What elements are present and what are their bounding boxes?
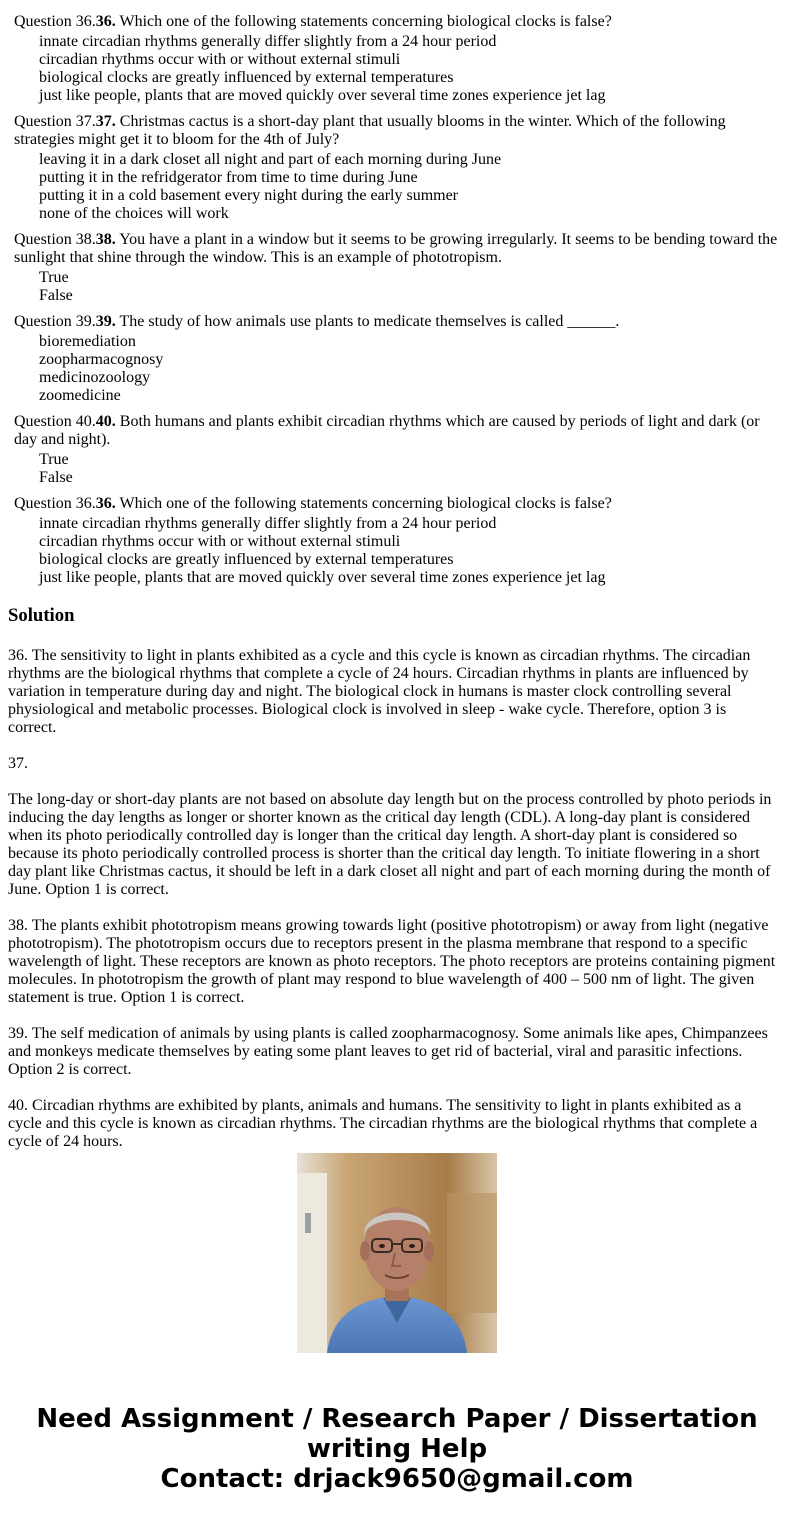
answer-option[interactable]: biological clocks are greatly influenced by external temperatures [39,69,454,86]
answer-options [39,515,786,587]
answer-option[interactable]: just like people, plants that are moved quickly over several time zones experience jet lag [39,87,606,104]
answer-option[interactable]: circadian rhythms occur with or without external stimuli [39,51,401,68]
question-label: Question 40. [14,413,96,430]
question-text [14,313,786,331]
question-block [14,413,786,487]
solution-paragraph: 40. Circadian rhythms are exhibited by plants, animals and humans. The sensitivity to light in plants exhibited as a cycle and this cycle is known as circadian rhythms. The circadian rhythms are the biological rhythms that complete a cycle of 24 hours. [8,1097,758,1150]
question-number: 36. [95,13,116,30]
solution-section [0,605,794,1151]
solution-paragraph: 37. [8,755,28,772]
answer-options [39,151,786,223]
question-text [14,113,786,149]
question-block [14,313,786,405]
answer-option[interactable]: circadian rhythms occur with or without external stimuli [39,533,401,550]
question-number: 37. [95,113,116,130]
answer-option[interactable]: True [39,451,69,468]
answer-options [39,269,786,305]
question-label: Question 39. [14,313,96,330]
answer-option[interactable]: innate circadian rhythms generally differ slightly from a 24 hour period [39,515,497,532]
answer-option[interactable]: True [39,269,69,286]
question-label: Question 36. [14,495,96,512]
contact-email: Contact: drjack9650@gmail.com [160,1464,634,1494]
question-number: 39. [95,313,116,330]
question-block [14,13,786,105]
answer-option[interactable]: innate circadian rhythms generally differ slightly from a 24 hour period [39,33,497,50]
solution-heading: Solution [8,605,75,626]
answer-option[interactable]: just like people, plants that are moved quickly over several time zones experience jet lag [39,569,606,586]
question-text [14,495,786,513]
answer-option[interactable]: False [39,469,73,486]
advertisement-line: Need Assignment / Research Paper / Dissertation writing Help [36,1404,758,1464]
question-body: Both humans and plants exhibit circadian rhythms which are caused by periods of light and dark (or day and night). [14,413,760,448]
answer-option[interactable]: leaving it in a dark closet all night and part of each morning during June [39,151,502,168]
question-body: The study of how animals use plants to medicate themselves is called ______. [115,313,620,330]
solution-paragraph: 39. The self medication of animals by using plants is called zoopharmacognosy. Some animals like apes, Chimpanzees and monkeys medicate themselves by eating some plant leaves to get rid of bacterial, viral and parasitic infections. Option 2 is correct. [8,1025,768,1078]
question-text [14,13,786,31]
question-body: Christmas cactus is a short-day plant that usually blooms in the winter. Which of the following strategies might get it to bloom for the 4th of July? [14,113,726,148]
answer-option[interactable]: none of the choices will work [39,205,229,222]
answer-option[interactable]: medicinozoology [39,369,151,386]
author-avatar [297,1153,497,1353]
advertisement-banner [0,1404,794,1494]
question-block [14,113,786,223]
answer-option[interactable]: zoomedicine [39,387,121,404]
solution-paragraph: 38. The plants exhibit phototropism means growing towards light (positive phototropism) or away from light (negative phototropism). The phototropism occurs due to receptors present in the plasma membrane that respond to a specific wavelength of light. These receptors are known as photo receptors. The photo receptors are proteins containing pigment molecules. In phototropism the growth of plant may respond to blue wavelength of 400 – 500 nm of light. The given statement is true. Option 1 is correct. [8,917,776,1006]
answer-option[interactable]: putting it in the refridgerator from time to time during June [39,169,418,186]
question-list [0,0,794,587]
person-portrait-icon [297,1153,497,1353]
answer-option[interactable]: bioremediation [39,333,136,350]
question-body: Which one of the following statements concerning biological clocks is false? [115,495,612,512]
question-number: 38. [95,231,116,248]
solution-paragraph: 36. The sensitivity to light in plants exhibited as a cycle and this cycle is known as circadian rhythms. The circadian rhythms are the biological rhythms that complete a cycle of 24 hours. Circadian rhythms in plants are influenced by variation in temperature during day and night. The biological clock in humans is master clock controlling several physiological and metabolic processes. Biological clock is involved in sleep - wake cycle. Therefore, option 3 is correct. [8,647,751,736]
question-text [14,413,786,449]
question-block [14,231,786,305]
answer-options [39,451,786,487]
question-label: Question 36. [14,13,96,30]
answer-option[interactable]: False [39,287,73,304]
question-body: You have a plant in a window but it seems to be growing irregularly. It seems to be bending toward the sunlight that shine through the window. This is an example of phototropism. [14,231,778,266]
question-block [14,495,786,587]
question-number: 40. [95,413,116,430]
question-text [14,231,786,267]
question-label: Question 37. [14,113,96,130]
question-body: Which one of the following statements concerning biological clocks is false? [115,13,612,30]
answer-option[interactable]: putting it in a cold basement every night during the early summer [39,187,459,204]
question-number: 36. [95,495,116,512]
solution-paragraph: The long-day or short-day plants are not based on absolute day length but on the process controlled by photo periods in inducing the day lengths as longer or shorter known as the critical day length (CDL). A long-day plant is considered when its photo periodically controlled day is longer than the critical day length. A short-day plant is considered so because its photo periodically controlled process is shorter than the critical day length. To initiate flowering in a short day plant like Christmas cactus, it should be left in a dark closet all night and part of each morning during the month of June. Option 1 is correct. [8,791,772,898]
answer-option[interactable]: zoopharmacognosy [39,351,164,368]
answer-options [39,333,786,405]
question-label: Question 38. [14,231,96,248]
answer-options [39,33,786,105]
answer-option[interactable]: biological clocks are greatly influenced by external temperatures [39,551,454,568]
